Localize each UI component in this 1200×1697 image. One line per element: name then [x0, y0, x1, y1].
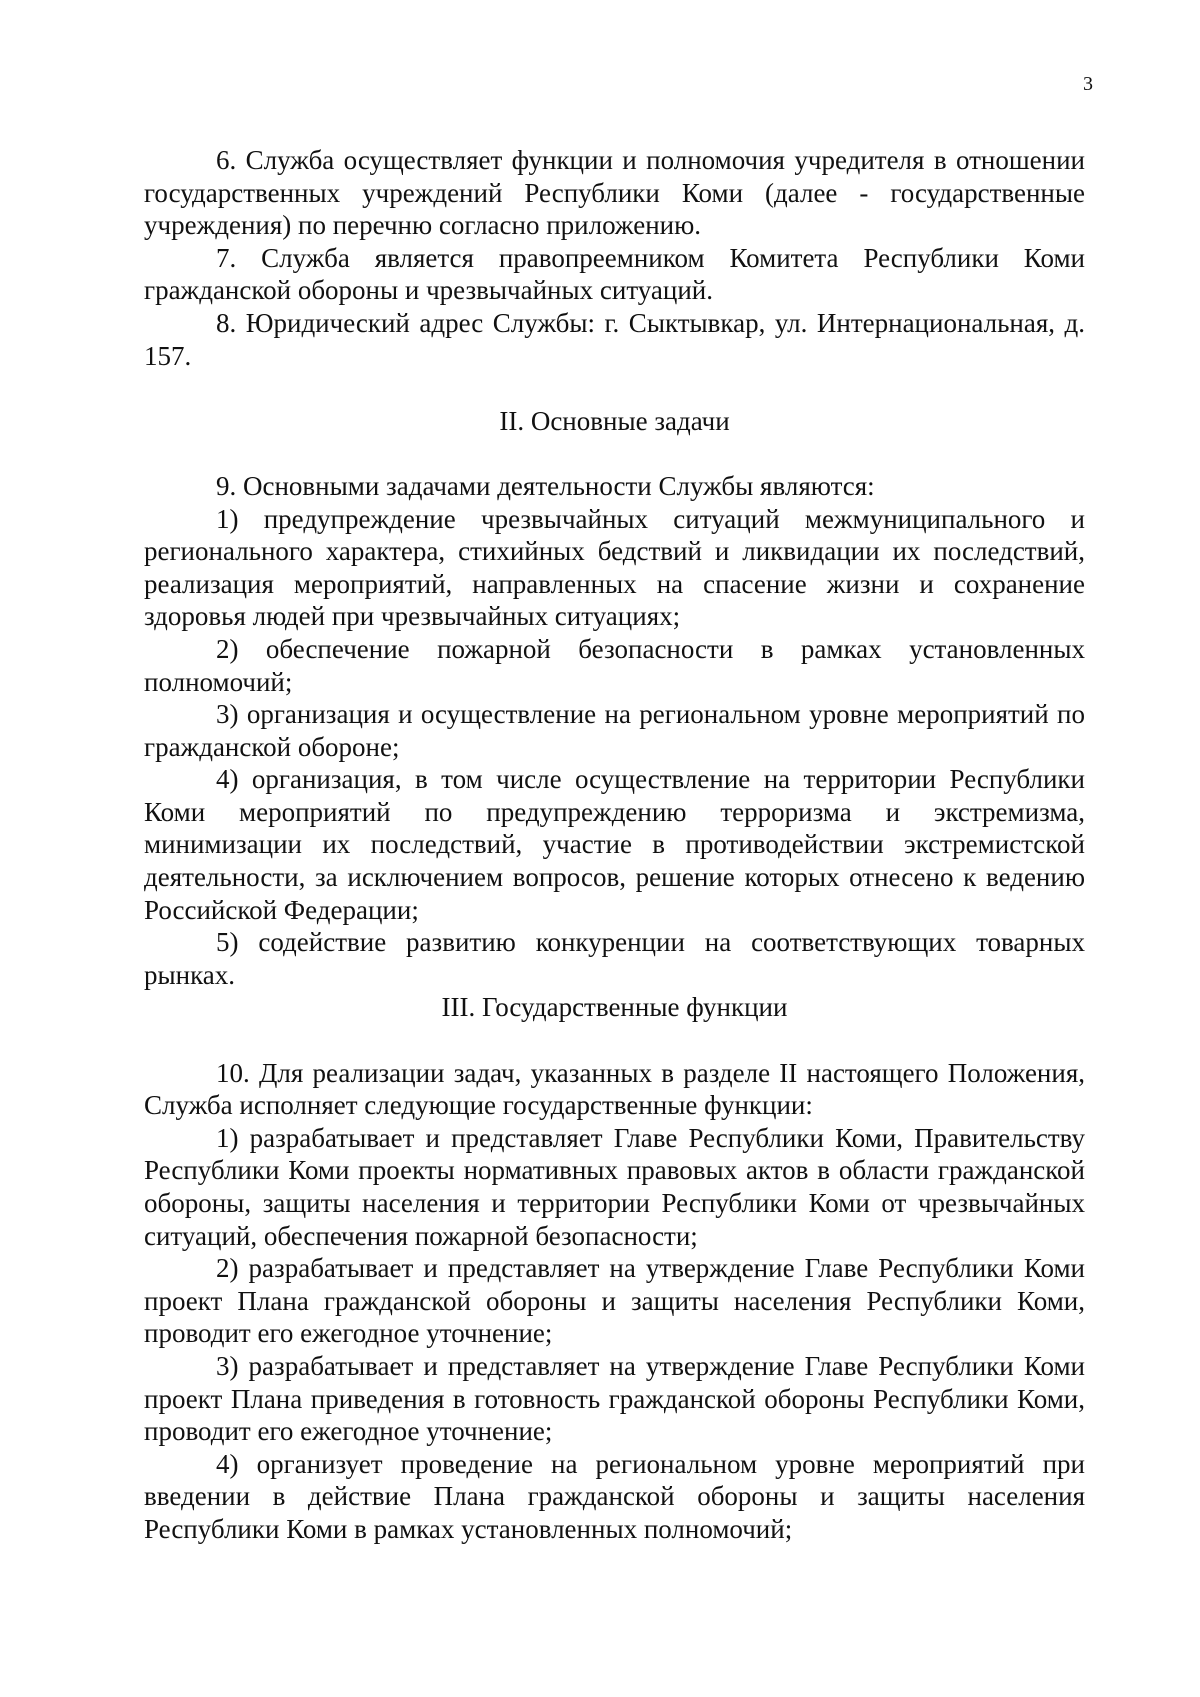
paragraph-8: 8. Юридический адрес Службы: г. Сыктывкар, ул. Интернациональная, д. 157. [144, 307, 1085, 371]
paragraph-9: 9. Основными задачами деятельности Службы являются: [216, 470, 875, 501]
paragraph-10: 10. Для реализации задач, указанных в разделе II настоящего Положения, Служба исполняет следующие государственные функции: [144, 1057, 1085, 1121]
function-item-3: 3) разрабатывает и представляет на утверждение Главе Республики Коми проект Плана приведения в готовность гражданской обороны Республики Коми, проводит его ежегодное уточнение; [144, 1350, 1085, 1447]
task-item-4: 4) организация, в том числе осуществление на территории Республики Коми мероприятий по предупреждению терроризма и экстремизма, минимизации их последствий, участие в противодействии экстремистской деятельности, за исключением вопросов, решение которых отнесено к ведению Российской Федерации; [144, 764, 1085, 925]
page-number: 3 [1083, 73, 1093, 95]
section-3-heading: III. Государственные функции [441, 992, 788, 1023]
function-item-1: 1) разрабатывает и представляет Главе Республики Коми, Правительству Республики Коми проекты нормативных правовых актов в области гражданской обороны, защиты населения и территории Республики Коми от чрезвычайных ситуаций, обеспечения пожарной безопасности; [144, 1122, 1085, 1251]
spacer [144, 437, 1085, 470]
task-item-2: 2) обеспечение пожарной безопасности в рамках установленных полномочий; [144, 633, 1085, 697]
spacer [144, 1024, 1085, 1057]
document-body [144, 144, 1085, 1546]
function-item-4: 4) организует проведение на региональном уровне мероприятий при введении в действие Плана гражданской обороны и защиты населения Республики Коми в рамках установленных полномочий; [144, 1448, 1085, 1544]
task-item-1: 1) предупреждение чрезвычайных ситуаций межмуниципального и регионального характера, стихийных бедствий и ликвидации их последствий, реализация мероприятий, направленных на спасение жизни и сохранение здоровья людей при чрезвычайных ситуациях; [144, 503, 1085, 632]
paragraph-6: 6. Служба осуществляет функции и полномочия учредителя в отношении государственных учреждений Республики Коми (далее - государственные учреждения) по перечню согласно приложению. [144, 145, 1085, 241]
task-item-3: 3) организация и осуществление на региональном уровне мероприятий по гражданской обороне; [144, 699, 1085, 762]
spacer [144, 372, 1085, 405]
paragraph-7: 7. Служба является правопреемником Комитета Республики Коми гражданской обороны и чрезвычайных ситуаций. [144, 242, 1085, 306]
task-item-5: 5) содействие развитию конкуренции на соответствующих товарных рынках. [144, 927, 1085, 990]
section-2-heading: II. Основные задачи [499, 405, 730, 436]
function-item-2: 2) разрабатывает и представляет на утверждение Главе Республики Коми проект Плана гражданской обороны и защиты населения Республики Коми, проводит его ежегодное уточнение; [144, 1253, 1085, 1349]
